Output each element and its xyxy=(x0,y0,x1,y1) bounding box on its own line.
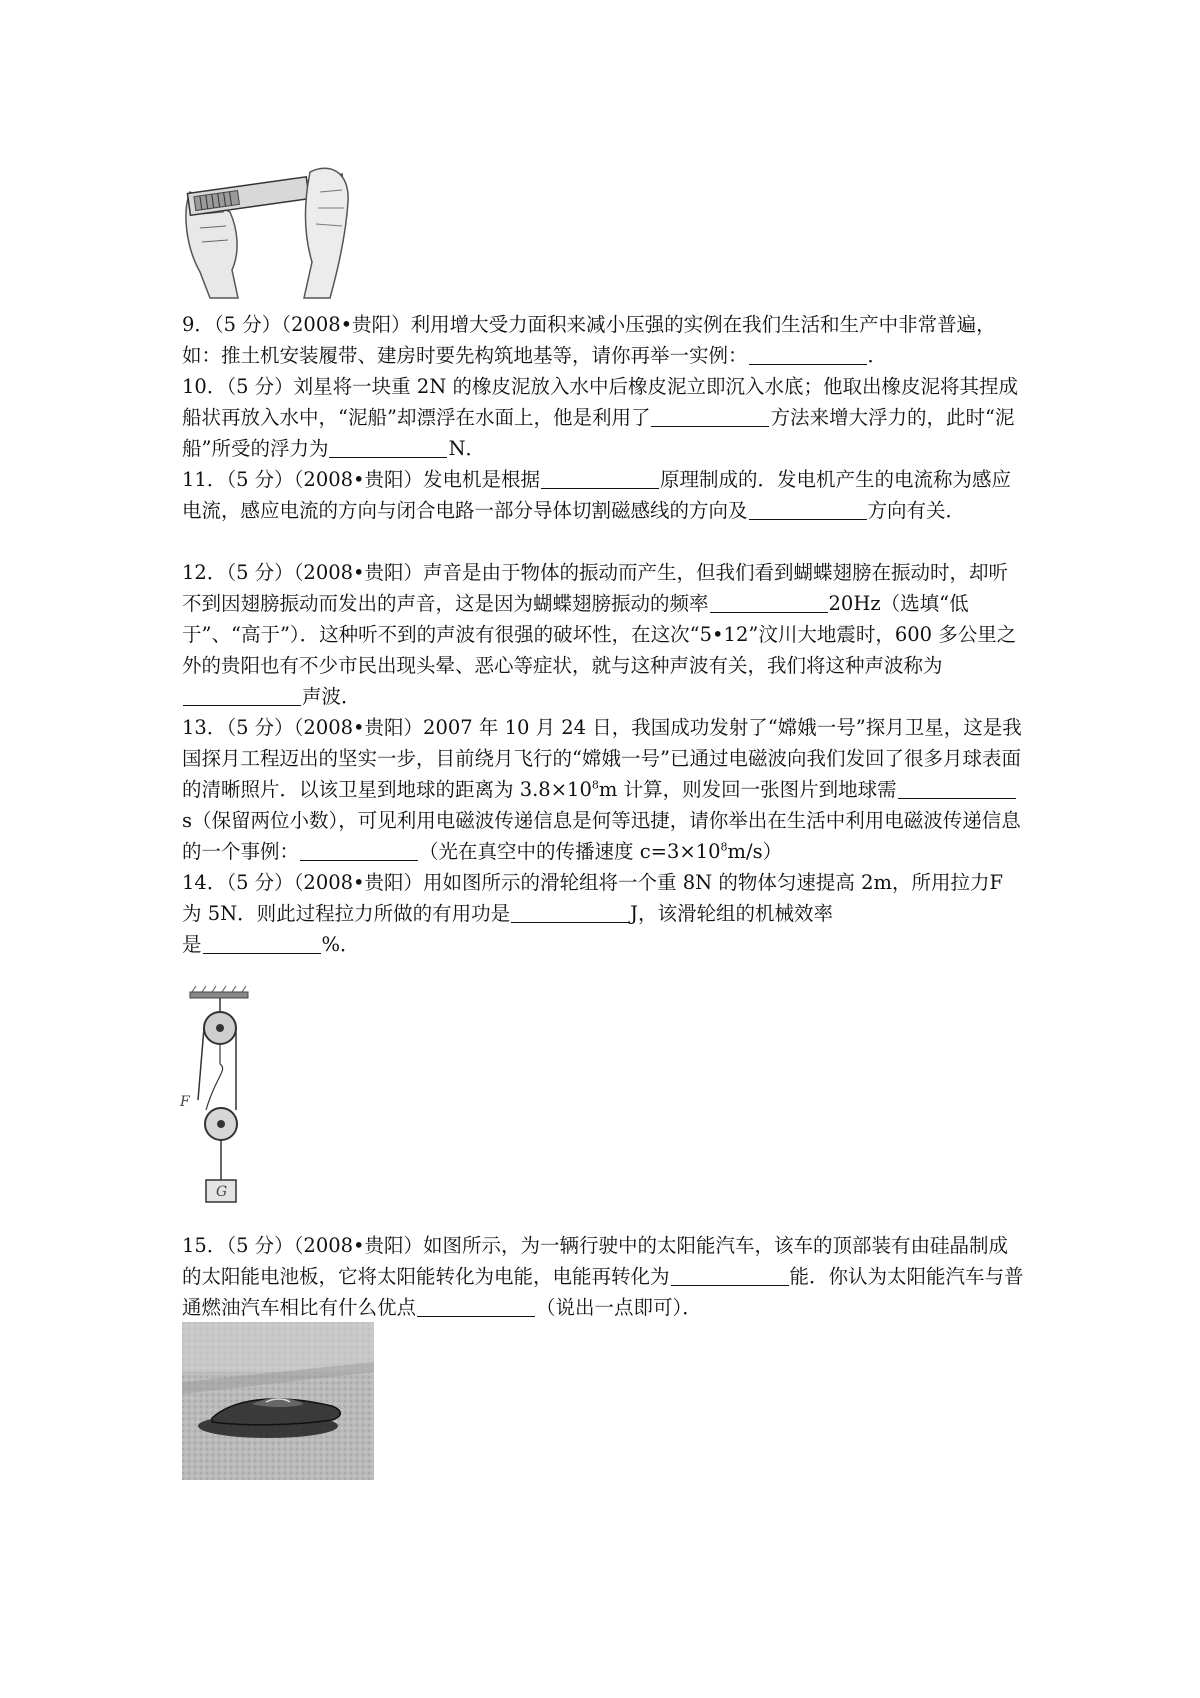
pulley-figure xyxy=(176,984,266,1204)
pulley-force-label: F xyxy=(180,1094,190,1110)
q12-blank-2[interactable] xyxy=(183,685,301,706)
q12-text: 12．（5 分）（2008•贵阳）声音是由于物体的振动而产生，但我们看到蝴蝶翅膀在振动时，却听不到因翅膀振动而发出的声音，这是因为蝴蝶翅膀振动的频率 xyxy=(182,561,1009,615)
q13-blank-1[interactable] xyxy=(898,778,1016,799)
q15-blank-2[interactable] xyxy=(417,1296,535,1317)
q13-exp-2: 8 xyxy=(720,840,728,854)
q14-text-4: %． xyxy=(321,933,360,956)
q15-blank-1[interactable] xyxy=(671,1265,789,1286)
q12-blank-1[interactable] xyxy=(710,592,828,613)
q13-text-4: （光在真空中的传播速度 c=3×10 xyxy=(419,840,721,863)
question-10 xyxy=(182,371,1024,464)
q10-text-3: N． xyxy=(448,437,486,460)
question-13 xyxy=(182,712,1024,867)
question-15 xyxy=(182,1230,1024,1323)
q15-text-2: 能．你认为太阳能汽车与普通燃油汽车相比有什么优点 xyxy=(182,1265,1024,1319)
q9-end: ． xyxy=(867,344,888,367)
pulley-weight-label: G xyxy=(216,1184,228,1200)
q15-text-3: （说出一点即可）． xyxy=(536,1296,702,1319)
syringe-figure xyxy=(180,152,358,300)
q13-text-2: m 计算，则发回一张图片到地球需 xyxy=(598,778,897,801)
q11-blank-1[interactable] xyxy=(541,468,659,489)
q14-text-3: 是 xyxy=(182,933,202,956)
q10-blank-1[interactable] xyxy=(651,406,769,427)
q13-blank-2[interactable] xyxy=(300,840,418,861)
q9-answer-blank[interactable] xyxy=(749,344,867,365)
q15-text: 15．（5 分）（2008•贵阳）如图所示，为一辆行驶中的太阳能汽车，该车的顶部装有由硅晶制成的太阳能电池板，它将太阳能转化为电能，电能再转化为 xyxy=(182,1234,1009,1288)
solar-car-figure xyxy=(182,1322,374,1480)
q11-blank-2[interactable] xyxy=(749,499,867,520)
q11-text: 11．（5 分）（2008•贵阳）发电机是根据 xyxy=(182,468,541,491)
question-14 xyxy=(182,867,1024,960)
q9-text: 9．（5 分）（2008•贵阳）利用增大受力面积来减小压强的实例在我们生活和生产中非常普遍，如：推土机安装履带、建房时要先构筑地基等，请你再举一实例： xyxy=(182,313,996,367)
q14-blank-2[interactable] xyxy=(203,933,321,954)
question-12 xyxy=(182,557,1024,712)
question-11 xyxy=(182,464,1024,526)
q14-text: 14．（5 分）（2008•贵阳）用如图所示的滑轮组将一个重 8N 的物体匀速提高 2m，所用拉力F 为 5N．则此过程拉力所做的有用功是 xyxy=(182,871,1004,925)
q14-text-2: J，该滑轮组的机械效率 xyxy=(630,902,833,925)
q10-blank-2[interactable] xyxy=(329,437,447,458)
q10-text: 10．（5 分）刘星将一块重 2N 的橡皮泥放入水中后橡皮泥立即沉入水底；他取出橡皮泥将其捏成船状再放入水中，“泥船”却漂浮在水面上，他是利用了 xyxy=(182,375,1019,429)
q12-text-2: 20Hz（选填“低于”、“高于”）．这种听不到的声波有很强的破坏性，在这次“5•12”汶川大地震时，600 多公里之外的贵阳也有不少市民出现头晕、恶心等症状，就与这种声波有关，我们将这种声波称为 xyxy=(182,592,1017,677)
q14-blank-1[interactable] xyxy=(511,902,629,923)
q13-text: 13．（5 分）（2008•贵阳）2007 年 10 月 24 日，我国成功发射了“嫦娥一号”探月卫星，这是我国探月工程迈出的坚实一步，目前绕月飞行的“嫦娥一号”已通过电磁波向我们发回了很多月球表面的清晰照片．以该卫星到地球的距离为 3.8×10 xyxy=(182,716,1022,801)
q11-text-3: 方向有关． xyxy=(867,499,966,522)
question-9 xyxy=(182,309,1024,371)
q13-text-3: s（保留两位小数），可见利用电磁波传递信息是何等迅捷，请你举出在生活中利用电磁波传递信息的一个事例： xyxy=(182,809,1021,863)
q13-text-5: m/s） xyxy=(727,840,783,863)
q12-text-3: 声波． xyxy=(302,685,361,708)
q13-exp-1: 8 xyxy=(591,778,599,792)
q10-text-2: 方法来增大浮力的，此时“泥船”所受的浮力为 xyxy=(182,406,1015,460)
q11-text-2: 原理制成的．发电机产生的电流称为感应电流，感应电流的方向与闭合电路一部分导体切割磁感线的方向及 xyxy=(182,468,1012,522)
